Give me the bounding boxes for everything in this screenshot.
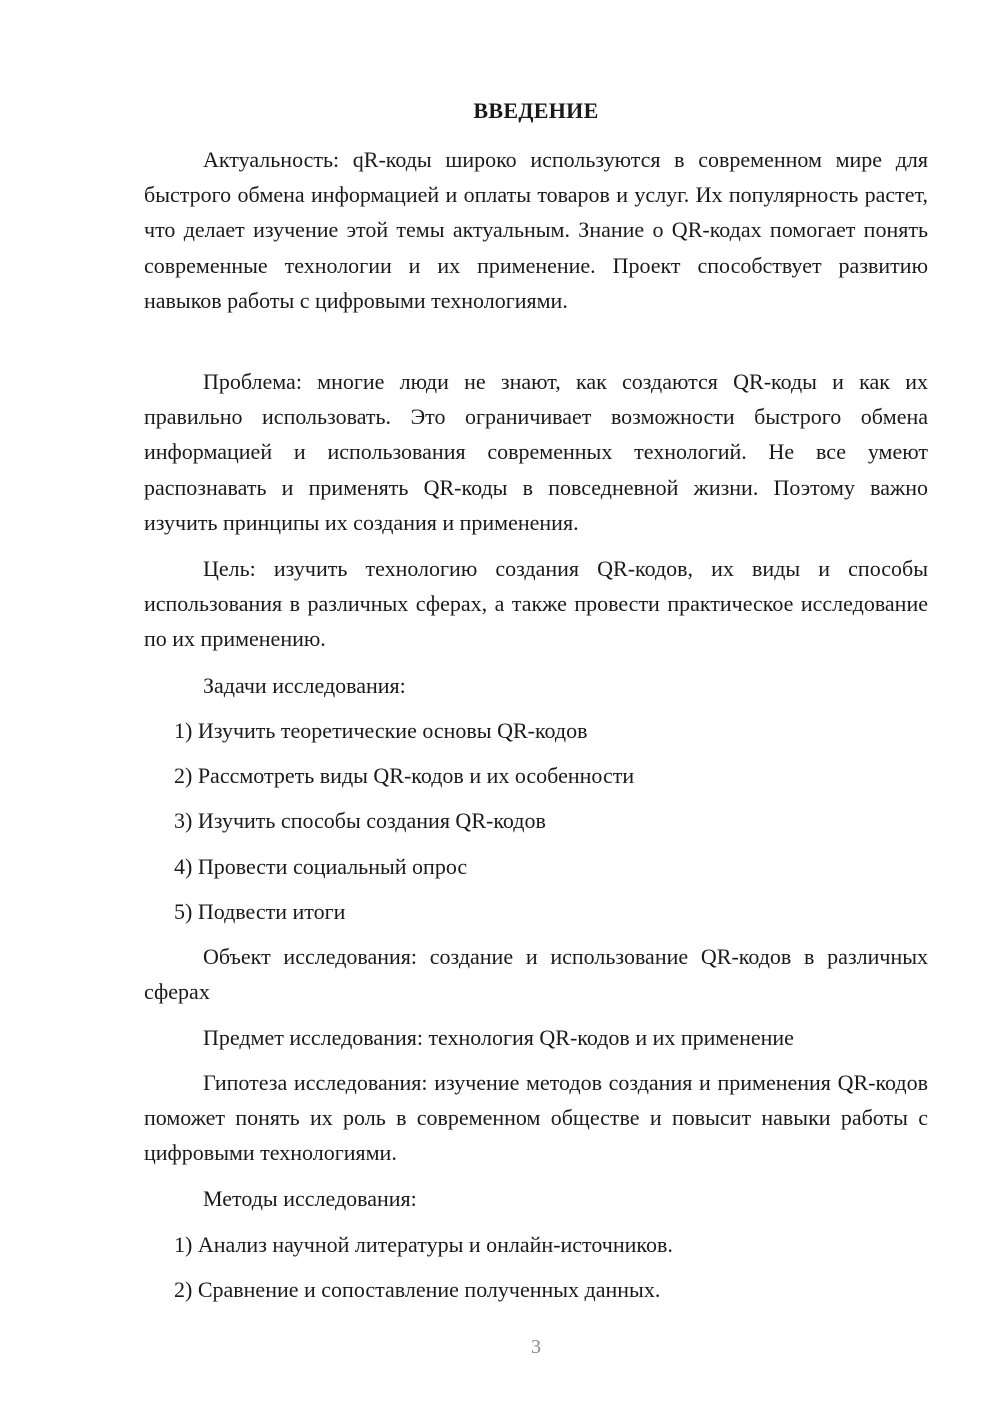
task-item-4: 4) Провести социальный опрос <box>174 854 468 879</box>
methods-heading: Методы исследования: <box>203 1186 417 1211</box>
paragraph-goal: Цель: изучить технологию создания QR-кодов, их виды и способы использования в различных сферах, а также провести практическое исследование по их применению. <box>144 556 928 652</box>
method-item-1: 1) Анализ научной литературы и онлайн-источников. <box>174 1232 673 1257</box>
task-item-2: 2) Рассмотреть виды QR-кодов и их особенности <box>174 763 635 788</box>
paragraph-problem: Проблема: многие люди не знают, как создаются QR-коды и как их правильно использовать. Это ограничивает возможности быстрого обмена информацией и использования современных технологий. Не все умеют распознавать и применять QR-коды в повседневной жизни. Поэтому важно изучить принципы их создания и применения. <box>144 369 928 535</box>
task-item-1: 1) Изучить теоретические основы QR-кодов <box>174 718 588 743</box>
tasks-heading: Задачи исследования: <box>203 673 406 698</box>
paragraph-hypothesis: Гипотеза исследования: изучение методов создания и применения QR-кодов поможет понять их роль в современном обществе и повысит навыки работы с цифровыми технологиями. <box>144 1070 928 1166</box>
page-number: 3 <box>531 1336 541 1358</box>
task-item-3: 3) Изучить способы создания QR-кодов <box>174 808 546 833</box>
paragraph-relevance: Актуальность: qR-коды широко используются в современном мире для быстрого обмена информацией и оплаты товаров и услуг. Их популярность растет, что делает изучение этой темы актуальным. Знание о QR-кодах помогает понять современные технологии и их применение. Проект способствует развитию навыков работы с цифровыми технологиями. <box>144 147 928 313</box>
section-title: ВВЕДЕНИЕ <box>473 98 599 123</box>
method-item-2: 2) Сравнение и сопоставление полученных данных. <box>174 1277 661 1302</box>
task-item-5: 5) Подвести итоги <box>174 899 346 924</box>
paragraph-object: Объект исследования: создание и использование QR-кодов в различных сферах <box>144 944 928 1005</box>
paragraph-subject: Предмет исследования: технология QR-кодов и их применение <box>203 1025 794 1050</box>
